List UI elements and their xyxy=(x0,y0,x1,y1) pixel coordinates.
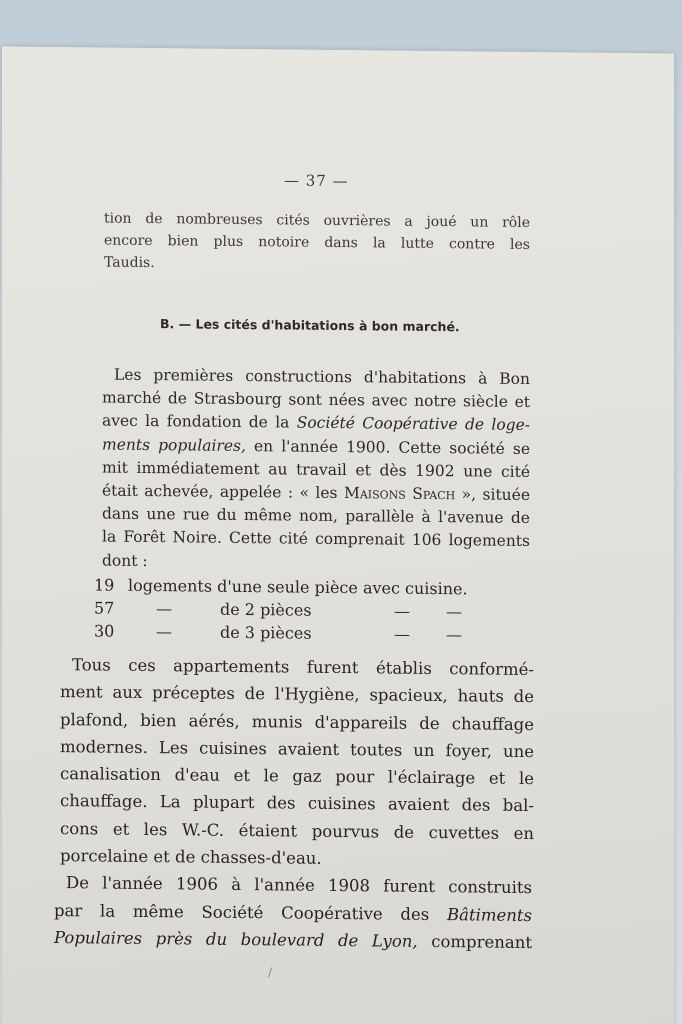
ditto-mark: — xyxy=(446,602,462,622)
page-content xyxy=(54,47,534,1024)
ditto-mark: — xyxy=(156,622,172,642)
text-run: par la même Société Coopérative des xyxy=(54,900,447,924)
text-line xyxy=(54,924,532,957)
text-line: ment aux préceptes de l'Hygiène, spacieux, hauts de xyxy=(60,682,534,707)
list-item xyxy=(94,619,514,646)
text-line: dont : xyxy=(102,551,148,570)
text-line: marché de Strasbourg sont nées avec notre siècle et xyxy=(102,388,530,412)
paragraph xyxy=(60,651,534,874)
text-line: tion de nombreuses cités ouvrières a joué un rôle xyxy=(104,210,530,232)
ditto-mark: — xyxy=(446,625,462,645)
text-line: cons et les W.-C. étaient pourvus de cuvettes en xyxy=(60,818,534,843)
paragraph xyxy=(54,869,532,957)
list-desc: logements d'une seule pièce avec cuisine. xyxy=(128,575,468,599)
list-desc: de 2 pièces xyxy=(220,599,312,620)
text-line: Taudis. xyxy=(104,254,155,272)
text-run: avec la fondation de la xyxy=(102,411,297,432)
text-run: », située xyxy=(455,485,530,505)
text-line: chauffage. La plupart des cuisines avaient des bal- xyxy=(60,791,534,816)
text-line: encore bien plus notoire dans la lutte contre les xyxy=(104,232,530,254)
text-line: Les premières constructions d'habitations à Bon xyxy=(114,365,530,389)
italic-text: ments populaires, xyxy=(102,435,246,455)
text-run: en l'année 1900. Cette société se xyxy=(245,436,530,458)
text-line: dans une rue du même nom, parallèle à l'avenue de xyxy=(102,504,530,528)
text-run: était achevée, appelée : « les xyxy=(102,481,344,503)
text-line: plafond, bien aérés, munis d'appareils de chauffage xyxy=(60,709,534,734)
section-heading: B. — Les cités d'habitations à bon marché. xyxy=(160,316,460,335)
list-count: 30 xyxy=(94,621,115,641)
text-run: comprenant xyxy=(417,931,532,953)
housing-list xyxy=(94,573,514,646)
smallcaps-text: Maisons Spach xyxy=(343,484,456,504)
text-line: modernes. Les cuisines avaient toutes un foyer, une xyxy=(60,736,534,761)
ditto-mark: — xyxy=(394,601,410,621)
list-count: 19 xyxy=(94,575,115,595)
text-line: porcelaine et de chasses-d'eau. xyxy=(60,846,322,868)
list-count: 57 xyxy=(94,598,115,618)
book-page xyxy=(2,46,674,1024)
italic-text: Bâtiments xyxy=(446,904,532,925)
ditto-mark: — xyxy=(156,599,172,619)
list-desc: de 3 pièces xyxy=(220,622,312,643)
continuation-text xyxy=(104,208,530,278)
text-line: mit immédiatement au travail et dès 1902 une cité xyxy=(102,458,530,481)
ditto-mark: — xyxy=(394,624,410,644)
text-line: canalisation d'eau et le gaz pour l'éclairage et le xyxy=(60,764,534,789)
page-number: — 37 — xyxy=(284,171,349,191)
italic-text: Populaires près du boulevard de Lyon, xyxy=(54,928,418,951)
paragraph xyxy=(102,364,530,577)
text-line: De l'année 1906 à l'année 1908 furent construits xyxy=(66,873,532,898)
text-line: Tous ces appartements furent établis conformé- xyxy=(72,655,534,680)
text-line: la Forêt Noire. Cette cité comprenait 106 logements xyxy=(102,527,530,551)
italic-text: Société Coopérative de loge- xyxy=(296,413,530,435)
page-mark: / xyxy=(268,965,273,980)
